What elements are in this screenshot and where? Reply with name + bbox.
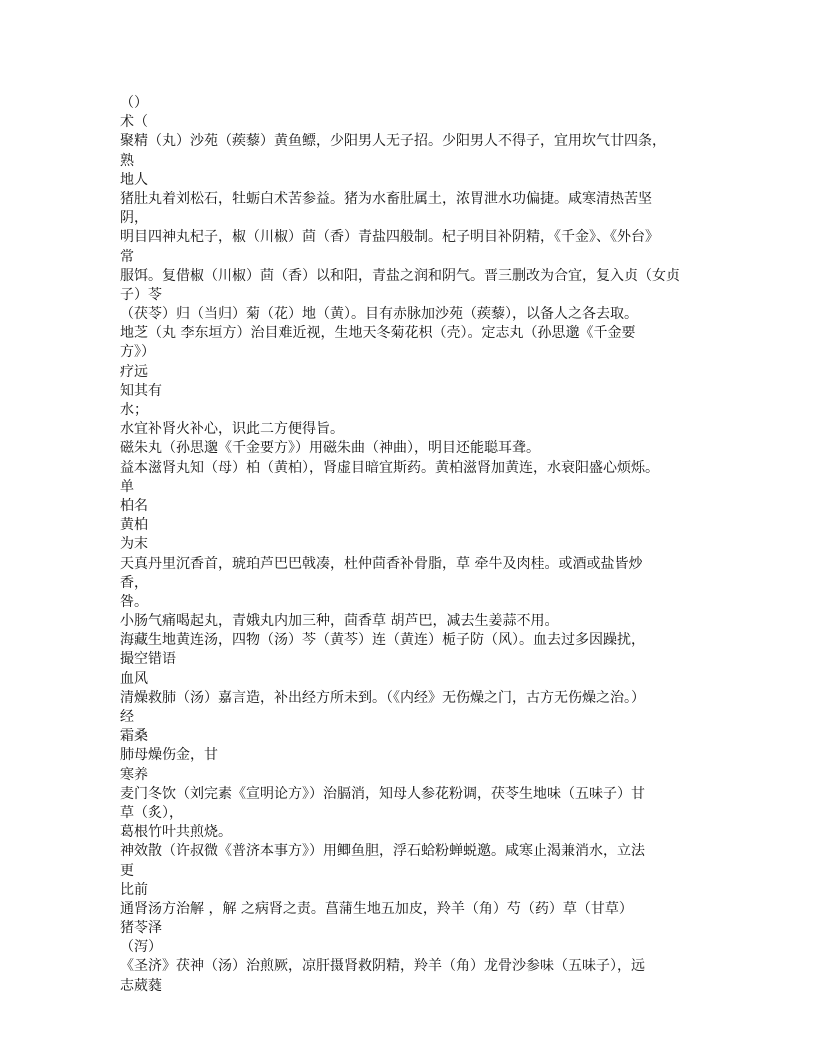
text-line: 子）苓 — [120, 286, 162, 303]
text-line: 《圣济》茯神（汤）治煎厥，凉肝摄肾救阴精，羚羊（角）龙骨沙参味（五味子），远 — [120, 958, 645, 975]
text-line: 血风 — [120, 670, 148, 687]
text-line: 海藏生地黄连汤，四物（汤）芩（黄芩）连（黄连）栀子防（风）。血去过多因躁扰， — [120, 632, 645, 649]
text-line: 单 — [120, 478, 134, 495]
text-line: 阴， — [120, 210, 148, 227]
text-line: 香， — [120, 574, 148, 591]
text-line: 经 — [120, 709, 134, 725]
text-line: 柏名 — [120, 497, 148, 514]
text-line: 通肾汤方治解 ，解 之病肾之责。菖蒲生地五加皮，羚羊（角）芍（药）草（甘草） — [120, 900, 633, 917]
text-line: 方》） — [120, 344, 155, 361]
text-line: 麦门冬饮（刘完素《宣明论方》）治膈消，知母人参花粉调，茯苓生地味（五味子）甘 — [120, 785, 645, 802]
text-line: （泻） — [120, 939, 162, 956]
text-line: 术（ — [120, 114, 148, 131]
text-line: 神效散（许叔微《普济本事方》）用鲫鱼胆，浮石蛤粉蝉蜕邀。咸寒止渴兼消水，立法 — [120, 843, 645, 860]
text-line: 寒养 — [120, 766, 148, 783]
text-line: 肺母燥伤金，甘 — [120, 747, 218, 764]
text-line: 水宜补肾火补心，识此二方便得旨。 — [120, 421, 344, 438]
text-line: 明目四神丸杞子，椒（川椒）茴（香）青盐四般制。杞子明目补阴精，《千金》、《外台》 — [120, 229, 659, 246]
text-line: 志葳蕤 — [120, 977, 162, 994]
text-line: 猪苓泽 — [120, 920, 162, 937]
text-line: 疗远 — [120, 363, 148, 380]
text-line: 聚精（丸）沙苑（蒺藜）黄鱼鳔，少阳男人无子招。少阳男人不得子，宜用坎气廿四条， — [120, 133, 666, 150]
text-line: （茯苓）归（当归）菊（花）地（黄）。目有赤脉加沙苑（蒺藜），以备人之各去取。 — [120, 306, 638, 323]
text-line: 磁朱丸（孙思邈《千金要方》）用磁朱曲（神曲），明目还能聪耳聋。 — [120, 440, 540, 457]
document-text — [120, 94, 680, 996]
text-line: 水； — [120, 402, 148, 418]
text-line: 草（炙）， — [120, 804, 183, 821]
text-line: 黄柏 — [120, 517, 148, 534]
text-line: 撮空错语 — [120, 651, 176, 668]
text-line: 小肠气痛喝起丸，青娥丸内加三种，茴香草 胡芦巴，减去生姜蒜不用。 — [120, 613, 559, 630]
text-line: 服饵。复借椒（川椒）茴（香）以和阳，青盐之润和阴气。晋三删改为合宜，复入贞（女贞 — [120, 267, 680, 284]
text-line: 清燥救肺（汤）嘉言造，补出经方所未到。（《内经》无伤燥之门，古方无伤燥之治。） — [120, 689, 645, 706]
text-line: 常 — [120, 248, 134, 265]
text-line: 更 — [120, 862, 134, 879]
text-line: 知其有 — [120, 382, 162, 399]
text-line: （） — [120, 95, 148, 111]
text-line: 益本滋肾丸知（母）柏（黄柏），肾虚目暗宜斯药。黄柏滋肾加黄连，水衰阳盛心烦烁。 — [120, 459, 659, 476]
text-line: 天真丹里沉香首，琥珀芦巴巴戟凑，杜仲茴香补骨脂，草 牵牛及肉桂。或酒或盐皆炒 — [120, 555, 643, 572]
text-line: 比前 — [120, 881, 148, 898]
text-line: 地芝（丸 李东垣方）治目难近视，生地天冬菊花枳（壳）。定志丸（孙思邈《千金要 — [120, 325, 636, 342]
text-line: 熟 — [120, 152, 134, 169]
text-line: 葛根竹叶共煎烧。 — [120, 824, 232, 841]
text-line: 咎。 — [120, 593, 148, 610]
text-line: 猪肚丸着刘松石，牡蛎白术苦参益。猪为水畜肚属土，浓胃泄水功偏捷。咸寒清热苦坚 — [120, 190, 652, 207]
text-line: 霜桑 — [120, 728, 148, 745]
text-line: 为末 — [120, 536, 148, 553]
text-line: 地人 — [120, 171, 148, 188]
